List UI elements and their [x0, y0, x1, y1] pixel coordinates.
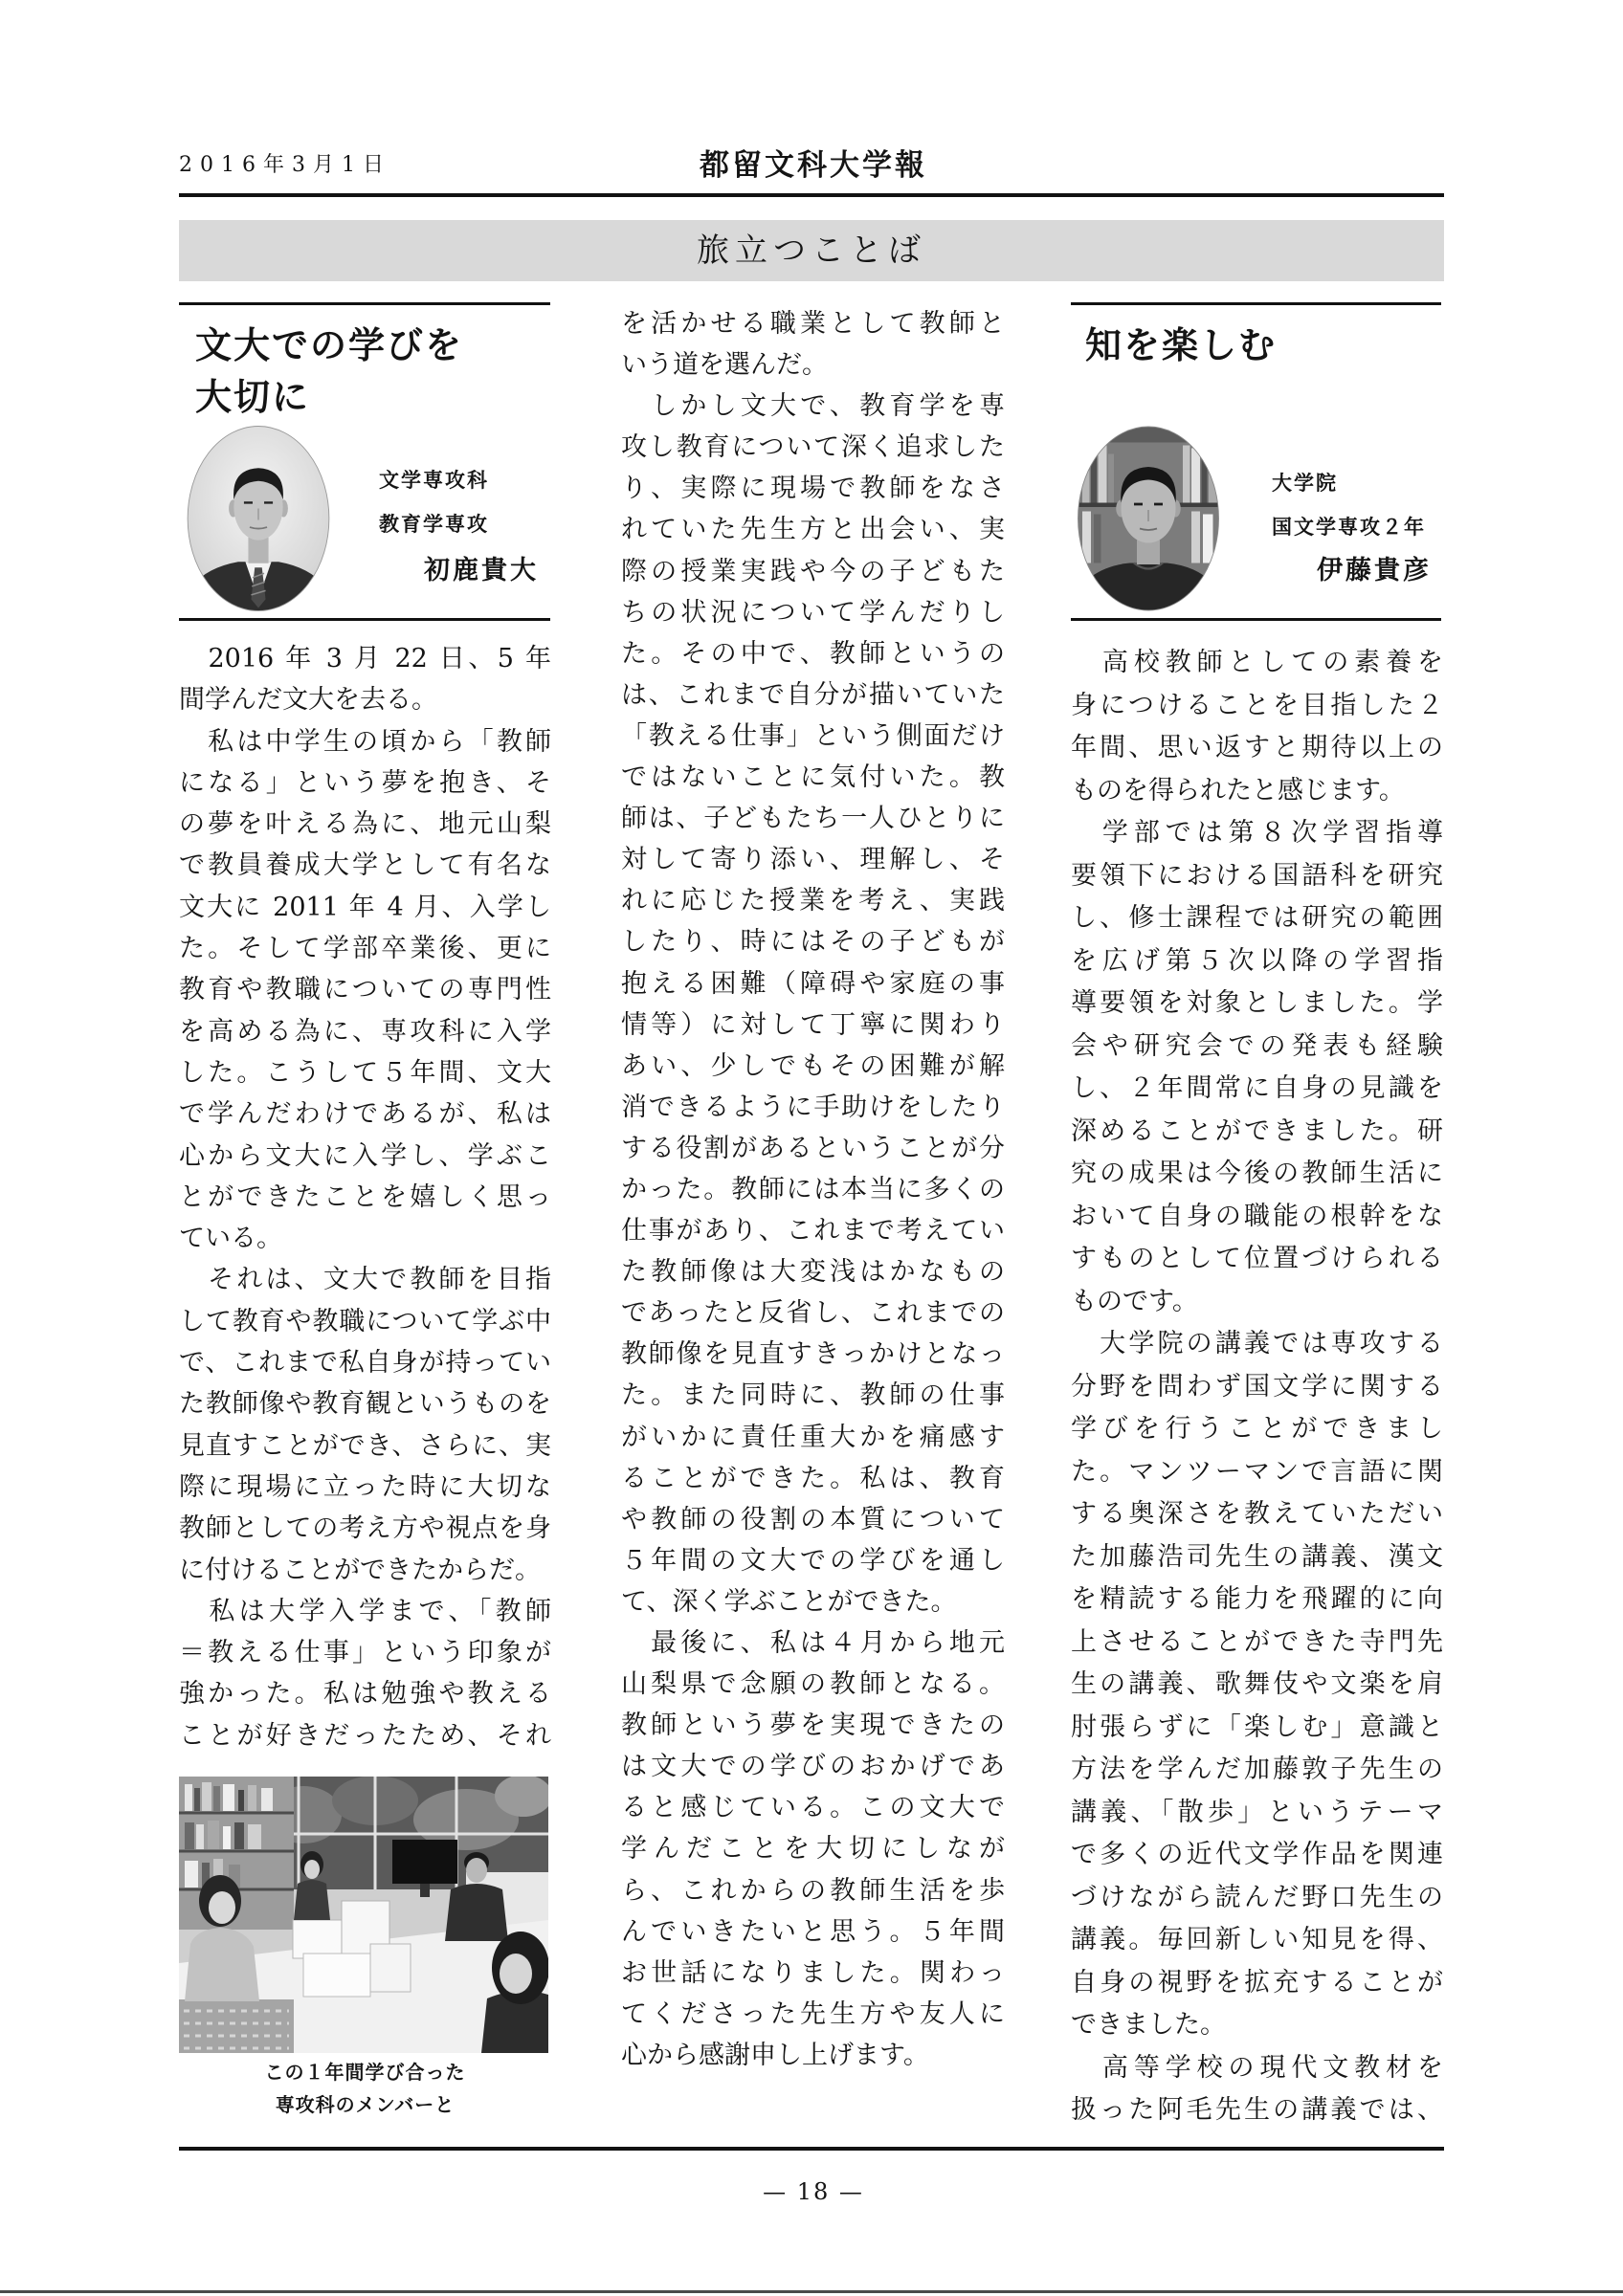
body-line: 学部では第８次学習指導 [1071, 818, 1443, 848]
body-line: しかし文大で、教育学を専 [621, 391, 1005, 422]
article1-author-portrait [186, 425, 331, 612]
body-line: で多くの近代文学作品を関連 [1071, 1840, 1443, 1869]
body-line: できました。 [1071, 2010, 1226, 2040]
body-line: ることができた。私は、教育 [621, 1463, 1005, 1493]
article2-author-name: 伊藤貴彦 [1317, 556, 1432, 585]
section-title: 旅立つことば [697, 232, 926, 270]
article2-body-column3 [1071, 642, 1443, 2132]
article2-author-portrait [1077, 425, 1220, 612]
body-line: ことが好きだったため、それ [179, 1720, 551, 1751]
body-line: に付けることができたからだ。 [179, 1555, 541, 1585]
publication-title: 都留文科大学報 [700, 148, 927, 183]
header-rule [179, 193, 1444, 197]
article1-head-bottom-rule [179, 618, 550, 621]
body-line: 肘張らずに「楽しむ」意識と [1071, 1711, 1443, 1742]
body-line: れに応じた授業を考え、実践 [621, 886, 1005, 916]
body-line: 教師としての考え方や視点を身 [179, 1513, 551, 1544]
body-line: 攻し教育について深く追求した [621, 432, 1005, 463]
body-line: 対して寄り添い、理解し、そ [621, 845, 1005, 875]
body-line: 上させることができた寺門先 [1071, 1626, 1443, 1657]
article1-top-rule [179, 302, 550, 305]
body-line: おいて自身の職能の根幹をな [1071, 1201, 1443, 1231]
body-line: は文大での学びのおかげであ [621, 1752, 1005, 1782]
section-banner [179, 220, 1444, 281]
body-line: た。その中で、教師というの [621, 638, 1005, 669]
body-line: する奥深さを教えていただい [1071, 1499, 1443, 1529]
article1-body-column1 [179, 638, 551, 1756]
body-line: 学びを行うことができまし [1071, 1414, 1443, 1444]
body-line: がいかに責任重大かを痛感す [621, 1422, 1005, 1452]
body-line: 大学院の講義では専攻する [1071, 1329, 1443, 1358]
body-line: 究の成果は今後の教師生活に [1071, 1159, 1443, 1188]
article2-author-affiliation [1272, 461, 1426, 549]
group-photo-image [179, 1777, 548, 2053]
body-line: ら、これからの教師生活を歩 [621, 1875, 1005, 1906]
body-line: し、２年間常に自身の見識を [1071, 1073, 1443, 1103]
page-number: — 18 — [763, 2178, 864, 2205]
body-line: て、深く学ぶことができた。 [621, 1586, 957, 1617]
body-line: で教員養成大学として有名な [179, 850, 551, 881]
body-line: 最後に、私は４月から地元 [621, 1628, 1005, 1658]
body-line: になる」という夢を抱き、そ [179, 767, 551, 798]
body-line: 教師という夢を実現できたの [621, 1711, 1005, 1741]
body-line: た。マンツーマンで言語に関 [1071, 1456, 1443, 1487]
body-line: 高等学校の現代文教材を [1071, 2052, 1443, 2083]
body-line: お世話になりました。関わっ [621, 1957, 1005, 1988]
body-line: し、修士課程では研究の範囲 [1071, 903, 1443, 933]
body-line: 深めることができました。研 [1071, 1115, 1443, 1146]
affiliation-line: 教育学専攻 [379, 513, 489, 536]
article1-body-column2 [621, 303, 1005, 2076]
body-line: ものです。 [1071, 1286, 1198, 1316]
portrait-photo [186, 425, 331, 612]
body-line: 山梨県で念願の教師となる。 [621, 1669, 1005, 1700]
article1-heading-line: 大切に [195, 376, 311, 418]
body-line: 自身の視野を拡充することが [1071, 1967, 1443, 1998]
body-line: ると感じている。この文大で [621, 1793, 1005, 1823]
body-line: 情等）に対して丁寧に関わり [621, 1009, 1005, 1040]
body-line: り、実際に現場で教師をなさ [621, 474, 1005, 504]
group-photo-caption [179, 2056, 551, 2121]
body-line: いう道を選んだ。 [621, 350, 828, 381]
body-line: 間学んだ文大を去る。 [179, 685, 437, 716]
body-line: 見直すことができ、さらに、実 [179, 1430, 551, 1461]
article2-heading: 知を楽しむ [1085, 324, 1278, 366]
body-line: 年間、思い返すと期待以上の [1071, 733, 1443, 762]
body-line: 心から感謝申し上げます。 [621, 2040, 929, 2070]
body-line: 私は大学入学まで、「教師 [179, 1596, 551, 1626]
body-line: 私は中学生の頃から「教師 [179, 726, 551, 757]
article1-heading-line: 文大での学びを [195, 324, 464, 366]
scan-edge-line [0, 2290, 1623, 2293]
body-line: た教師像や教育観というものを [179, 1389, 551, 1420]
portrait-photo [1077, 425, 1220, 612]
body-line: を広げ第５次以降の学習指 [1071, 945, 1443, 976]
body-line: 際に現場に立った時に大切な [179, 1471, 551, 1502]
body-line: かった。教師には本当に多くの [621, 1174, 1005, 1204]
body-line: あい、少しでもその困難が解 [621, 1050, 1005, 1081]
group-photo [179, 1777, 548, 2053]
body-line: 「教える仕事」という側面だけ [621, 720, 1005, 751]
body-line: の夢を叶える為に、地元山梨 [179, 809, 551, 840]
body-line: とができたことを嬉しく思っ [179, 1181, 551, 1212]
body-line: 講義。毎回新しい知見を得、 [1071, 1925, 1443, 1954]
body-line: た教師像は大変浅はかなもの [621, 1257, 1005, 1288]
body-line: れていた先生方と出会い、実 [621, 515, 1005, 545]
body-line: で学んだわけであるが、私は [179, 1099, 551, 1130]
body-line: 扱った阿毛先生の講義では、 [1071, 2095, 1443, 2125]
body-line: 生の講義、歌舞伎や文楽を肩 [1071, 1669, 1443, 1699]
body-line: 講義、「散歩」というテーマ [1071, 1797, 1443, 1827]
body-line: ちの状況について学んだりし [621, 597, 1005, 628]
body-line: ている。 [179, 1224, 282, 1254]
body-line: 師は、子どもたち一人ひとりに [621, 804, 1005, 834]
footer-rule [179, 2147, 1444, 2151]
body-line: 2016 年 3 月 22 日、5 年 [179, 644, 551, 673]
body-line: 方法を学んだ加藤敦子先生の [1071, 1755, 1443, 1784]
body-line: んでいきたいと思う。５年間 [621, 1916, 1005, 1947]
body-line: それは、文大で教師を目指 [179, 1265, 551, 1295]
article2-head-bottom-rule [1071, 618, 1441, 621]
body-line: ５年間の文大での学びを通し [621, 1545, 1005, 1576]
body-line: したり、時にはその子どもが [621, 927, 1005, 958]
body-line: ＝教える仕事」という印象が [179, 1638, 551, 1668]
body-line: 学んだことを大切にしなが [621, 1834, 1005, 1865]
body-line: 心から文大に入学し、学ぶこ [179, 1140, 551, 1171]
article1-heading [195, 320, 463, 423]
body-line: てくださった先生方や友人に [621, 1998, 1005, 2029]
body-line: 仕事があり、これまで考えてい [621, 1216, 1005, 1247]
body-line: や教師の役割の本質について [621, 1504, 1005, 1534]
body-line: づけながら読んだ野口先生の [1071, 1882, 1443, 1912]
body-line: 際の授業実践や今の子どもた [621, 556, 1005, 586]
body-line: を高める為に、専攻科に入学 [179, 1016, 551, 1047]
body-line: 身につけることを目指した２ [1071, 690, 1443, 720]
article1-author-affiliation [379, 458, 489, 546]
article1-author-name: 初鹿貴大 [424, 556, 539, 585]
body-line: であったと反省し、これまでの [621, 1298, 1005, 1329]
body-line: 強かった。私は勉強や教える [179, 1679, 551, 1710]
body-line: 導要領を対象としました。学 [1071, 988, 1443, 1018]
body-line: ではないことに気付いた。教 [621, 762, 1005, 793]
body-line: を活かせる職業として教師と [621, 309, 1005, 339]
affiliation-line: 国文学専攻２年 [1272, 516, 1426, 539]
body-line: 文大に 2011 年 4 月、入学し [179, 892, 551, 922]
caption-line: 専攻科のメンバーと [275, 2093, 456, 2116]
body-line: た加藤浩司先生の講義、漢文 [1071, 1541, 1443, 1572]
body-line: 消できるように手助けをしたり [621, 1092, 1005, 1122]
body-line: 抱える困難（障碍や家庭の事 [621, 968, 1005, 999]
body-line: を精読する能力を飛躍的に向 [1071, 1584, 1443, 1614]
article2-top-rule [1071, 302, 1441, 305]
issue-date: 2016年3月1日 [179, 153, 391, 177]
body-line: すものとして位置づけられる [1071, 1244, 1443, 1273]
affiliation-line: 大学院 [1272, 472, 1338, 495]
body-line: 会や研究会での発表も経験 [1071, 1030, 1443, 1061]
affiliation-line: 文学専攻科 [379, 469, 489, 492]
body-line: 教師像を見直すきっかけとなっ [621, 1339, 1005, 1370]
body-line: 高校教師としての素養を [1071, 648, 1443, 677]
body-line: 要領下における国語科を研究 [1071, 860, 1443, 891]
body-line: した。こうして５年間、文大 [179, 1057, 551, 1088]
body-line: 分野を問わず国文学に関する [1071, 1371, 1443, 1402]
caption-line: この１年間学び合った [264, 2061, 466, 2084]
body-line: た。また同時に、教師の仕事 [621, 1380, 1005, 1411]
body-line: 教育や教職についての専門性 [179, 975, 551, 1005]
body-line: た。そして学部卒業後、更に [179, 934, 551, 964]
body-line: して教育や教職について学ぶ中 [179, 1306, 551, 1336]
body-line: する役割があるということが分 [621, 1133, 1005, 1163]
body-line: は、これまで自分が描いていた [621, 679, 1005, 710]
body-line: で、これまで私自身が持ってい [179, 1348, 551, 1379]
body-line: ものを得られたと感じます。 [1071, 775, 1405, 806]
